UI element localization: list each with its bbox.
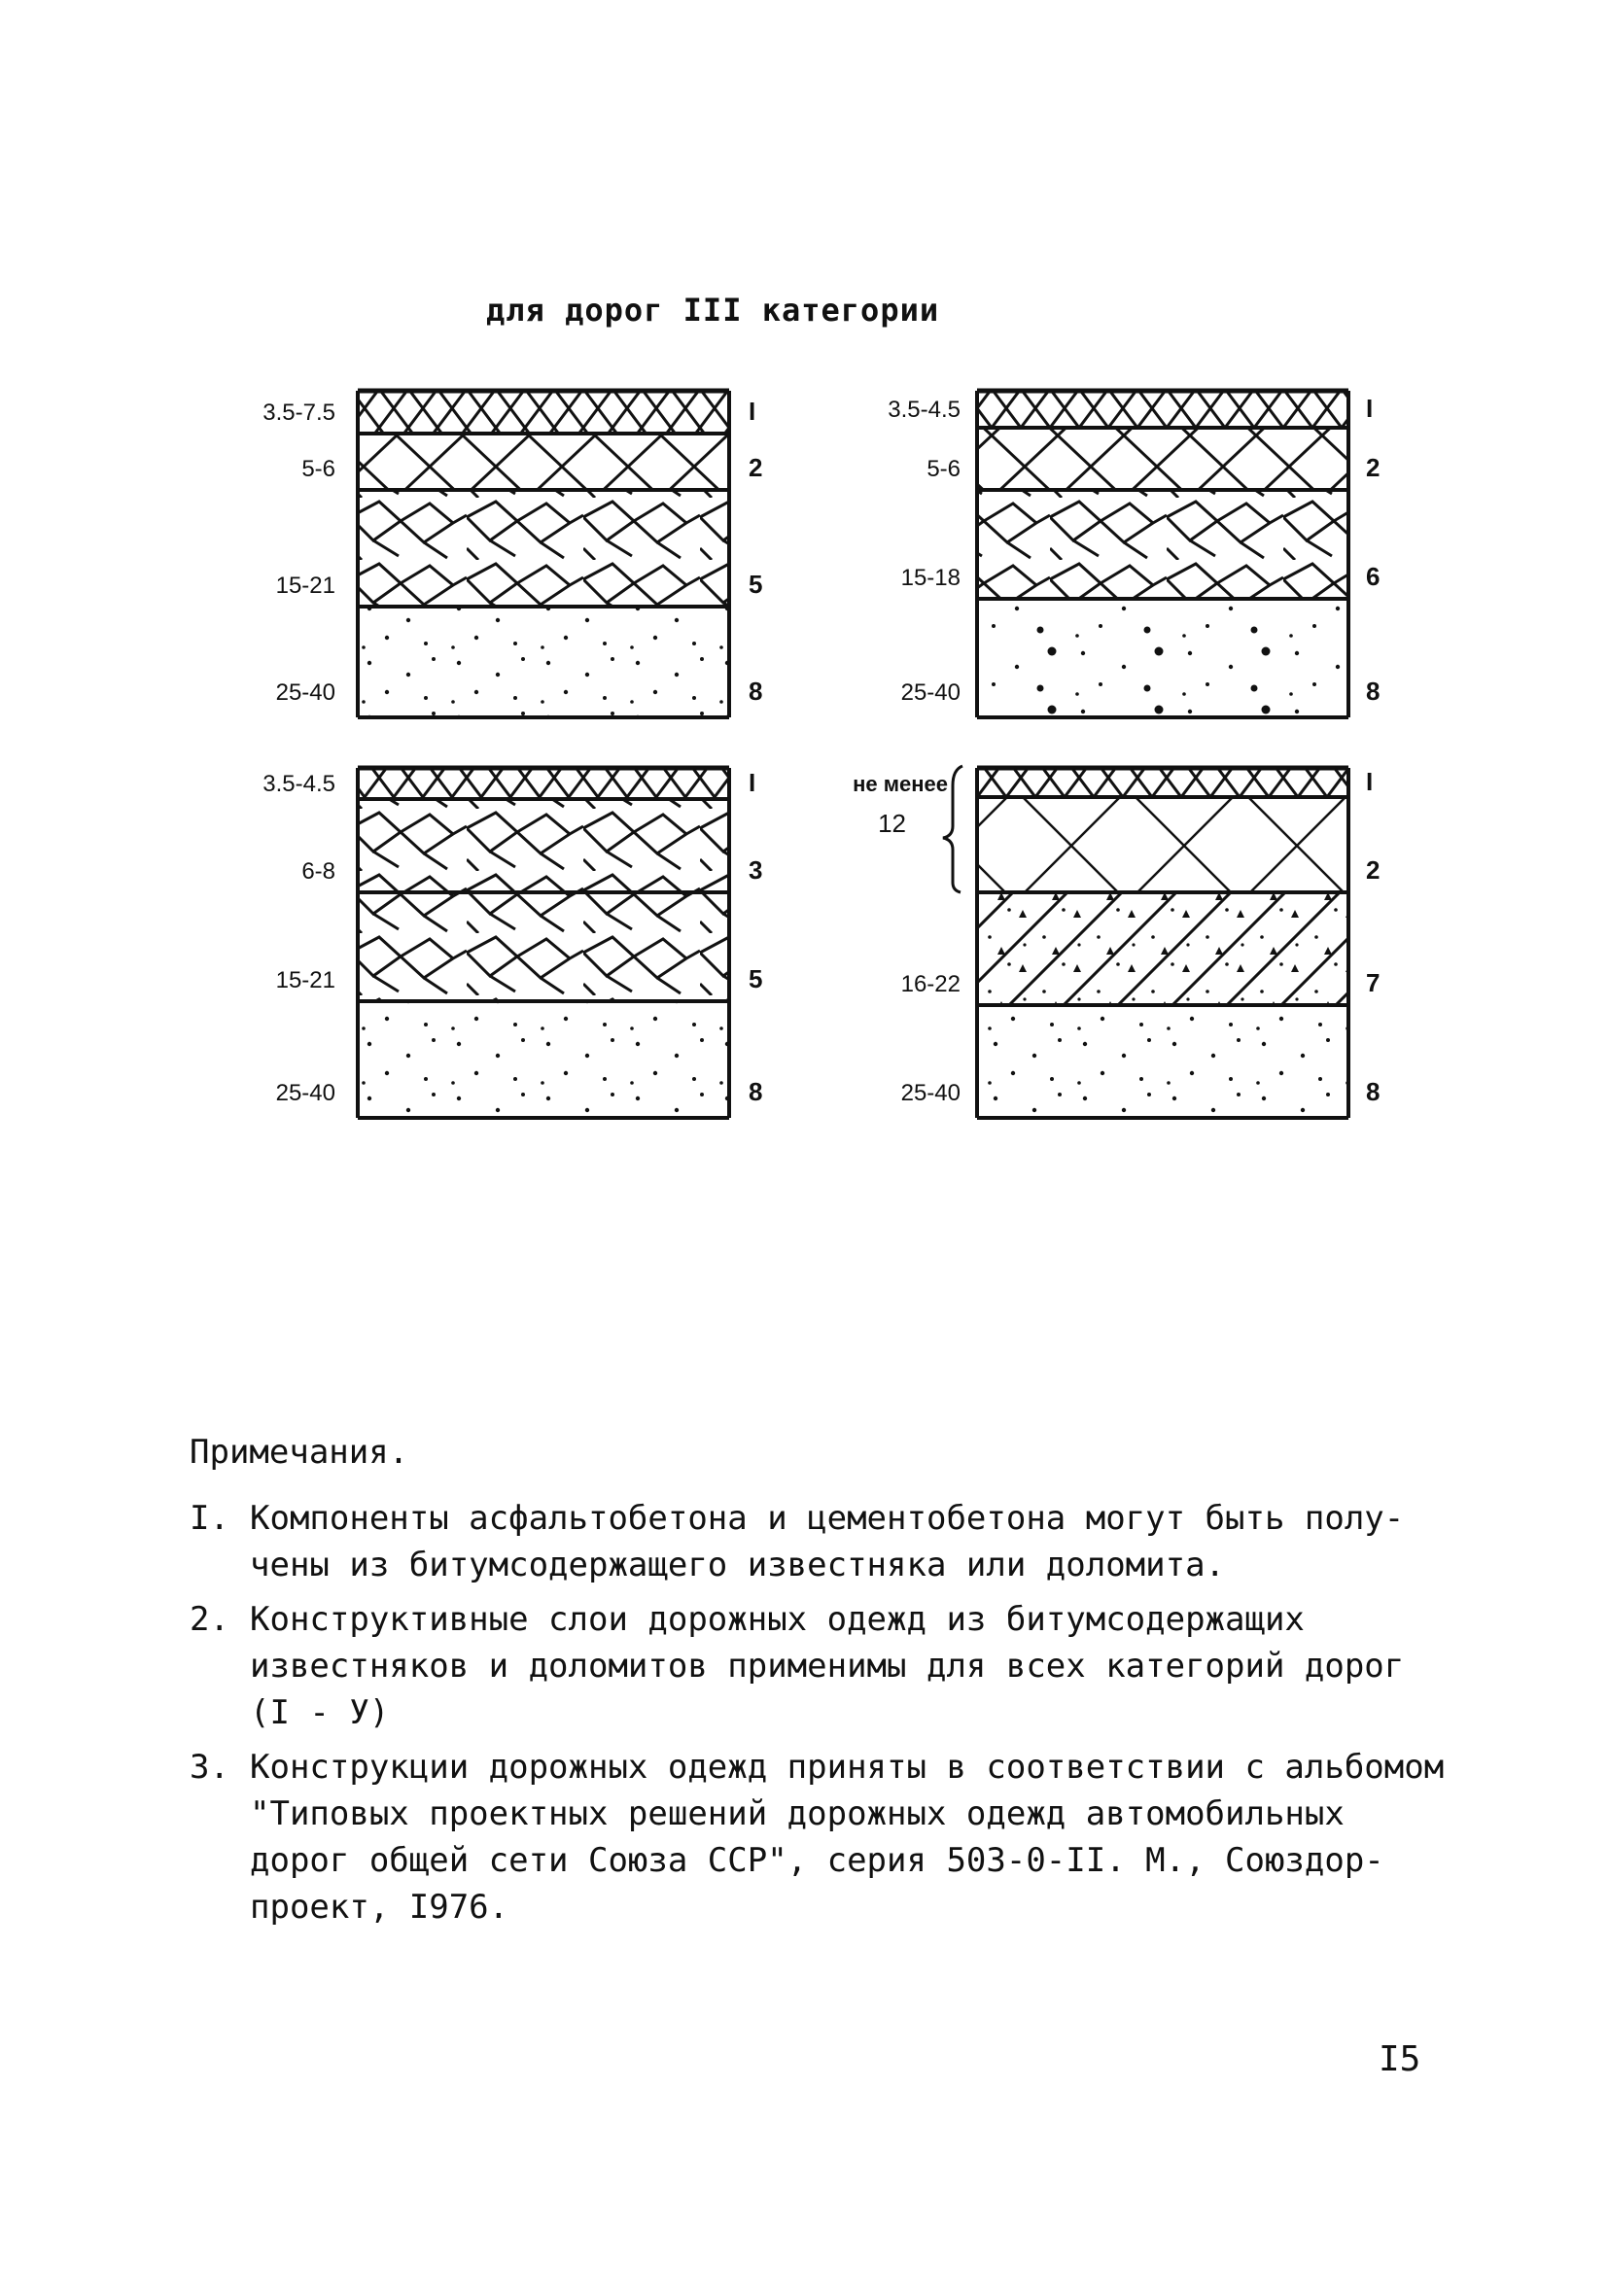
layer-3 — [276, 490, 763, 607]
layer-3 — [276, 892, 763, 1001]
bracket-label-bottom: 12 — [878, 809, 906, 838]
layer-number-label: 3 — [749, 855, 763, 885]
layer-4 — [901, 1005, 1381, 1118]
layer-number-label: 7 — [1366, 968, 1381, 997]
layer-number-label: 8 — [1366, 1077, 1381, 1106]
layer-fill — [358, 892, 729, 1001]
layer-fill — [977, 892, 1348, 1005]
notes-title: Примечания. — [190, 1433, 409, 1472]
layer-2 — [926, 428, 1380, 490]
layer-thickness-label: 15-18 — [900, 565, 961, 591]
layer-number-label: 8 — [749, 677, 763, 706]
layer-number-label: 5 — [749, 964, 763, 993]
layer-number-label: 8 — [1366, 677, 1381, 706]
layer-4 — [276, 1001, 763, 1118]
layer-number-label: 2 — [1366, 453, 1381, 482]
note-text: Конструктивные слои дорожных одежд из битумсодержащих известняков и доломитов применимы для всех категорий дорог (I - У) — [250, 1600, 1405, 1732]
layer-fill — [977, 797, 1348, 892]
layer-1 — [977, 767, 1373, 797]
layer-fill — [977, 599, 1348, 717]
layer-fill — [977, 391, 1348, 428]
layer-1 — [262, 768, 755, 799]
note-number: 2. — [190, 1600, 229, 1639]
layer-fill — [977, 768, 1348, 797]
layer-1 — [888, 391, 1373, 428]
layer-number-label: 8 — [749, 1077, 763, 1106]
layer-number-label: 2 — [749, 453, 763, 482]
layer-4 — [901, 599, 1381, 717]
layer-4 — [276, 607, 763, 717]
layer-fill — [977, 428, 1348, 490]
layer-thickness-label: 25-40 — [275, 679, 335, 706]
layer-fill — [358, 434, 729, 490]
layer-1 — [262, 391, 755, 434]
layer-thickness-label: 16-22 — [900, 971, 961, 997]
layer-thickness-label: 5-6 — [301, 456, 335, 482]
note-item — [190, 1744, 1453, 1931]
layer-2 — [301, 434, 762, 490]
layer-thickness-label: 25-40 — [900, 1080, 961, 1106]
layer-fill — [358, 799, 729, 892]
layer-number-label: 2 — [1366, 855, 1381, 885]
layer-thickness-label: 6-8 — [301, 858, 335, 885]
layer-thickness-label: 3.5-7.5 — [262, 400, 335, 426]
note-number: I. — [190, 1499, 229, 1538]
layer-thickness-label: 3.5-4.5 — [262, 771, 335, 797]
note-item — [190, 1495, 1453, 1588]
layer-2 — [301, 799, 762, 892]
layer-fill — [977, 1005, 1348, 1118]
diagram-heading: для дорог III категории — [486, 292, 940, 329]
layer-number-label: I — [1366, 767, 1374, 796]
layer-thickness-label: 5-6 — [926, 456, 961, 482]
layer-3 — [901, 892, 1381, 1005]
layer-thickness-label: 25-40 — [275, 1080, 335, 1106]
bracket-label-top: не менее — [853, 772, 948, 796]
layer-thickness-label: 3.5-4.5 — [888, 397, 961, 423]
layer-thickness-label: 15-21 — [275, 573, 335, 599]
layer-number-label: I — [749, 397, 756, 426]
layer-3 — [901, 490, 1381, 599]
layer-fill — [358, 768, 729, 799]
page-number: I5 — [1379, 2039, 1421, 2079]
layer-number-label: 6 — [1366, 562, 1381, 591]
notes-section — [190, 1429, 1453, 1938]
note-number: 3. — [190, 1748, 229, 1787]
layer-thickness-label: 25-40 — [900, 679, 961, 706]
layer-fill — [358, 1001, 729, 1118]
pavement-diagram-bottom-left — [262, 768, 762, 1118]
layer-number-label: I — [1366, 394, 1374, 423]
layer-fill — [977, 490, 1348, 599]
note-text: Конструкции дорожных одежд приняты в соответствии с альбомом "Типовых проектных решений дорожных одежд автомобильных дорог общей сети Союза ССР", серия 503-0-II. М., Союздор- проект, I976. — [250, 1748, 1445, 1927]
layer-fill — [358, 607, 729, 717]
layer-thickness-label: 15-21 — [275, 967, 335, 993]
note-text: Компоненты асфальтобетона и цементобетона могут быть полу- чены из битумсодержащего известняка или доломита. — [250, 1499, 1405, 1584]
layer-fill — [358, 490, 729, 607]
pavement-diagram-bottom-right — [853, 766, 1380, 1118]
pavement-diagram-top-right — [888, 391, 1380, 717]
layer-2 — [977, 797, 1380, 892]
pavement-diagram-top-left — [262, 391, 762, 717]
note-item — [190, 1596, 1453, 1736]
layer-number-label: I — [749, 768, 756, 797]
layer-number-label: 5 — [749, 570, 763, 599]
layer-fill — [358, 391, 729, 434]
